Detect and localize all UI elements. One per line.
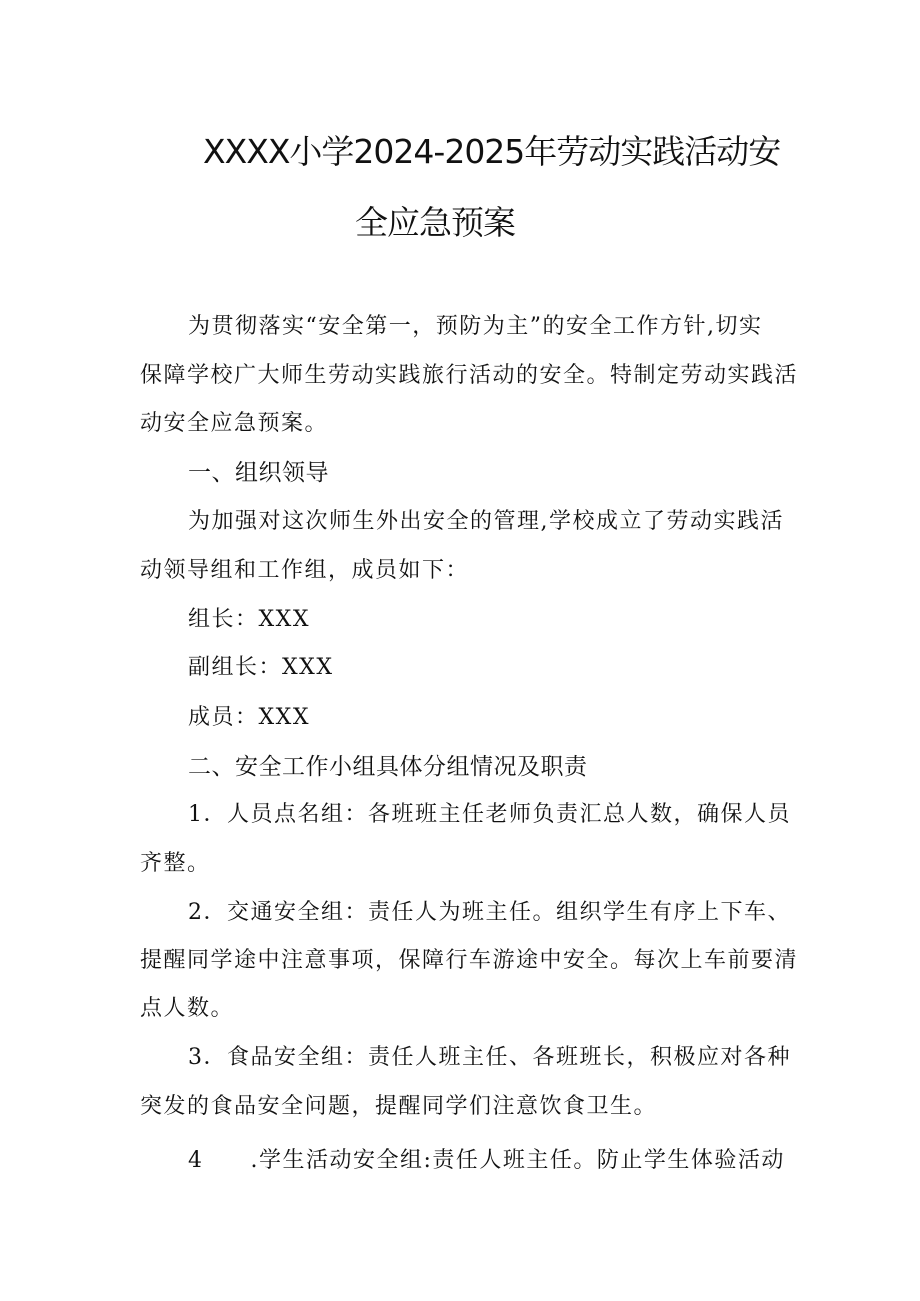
document-title-line-1: XXXX小学2024-2025年劳动实践活动安 xyxy=(203,132,781,171)
section1-para-line-2: 动领导组和工作组，成员如下： xyxy=(140,558,470,583)
item3-line-1: 3．食品安全组：责任人班主任、各班班长，积极应对各种 xyxy=(188,1045,791,1070)
section-heading-groups: 二、安全工作小组具体分组情况及职责 xyxy=(188,754,588,780)
section-heading-organization: 一、组织领导 xyxy=(188,460,329,486)
leader-line: 组长：XXX xyxy=(188,607,310,632)
intro-line-2: 保障学校广大师生劳动实践旅行活动的安全。特制定劳动实践活 xyxy=(140,363,799,388)
intro-line-3: 动安全应急预案。 xyxy=(140,411,329,436)
item2-line-2: 提醒同学途中注意事项，保障行车游途中安全。每次上车前要清 xyxy=(140,948,799,973)
item2-line-3: 点人数。 xyxy=(140,996,235,1021)
item1-line-1: 1．人员点名组：各班班主任老师负责汇总人数，确保人员 xyxy=(188,802,791,827)
document-title-line-2: 全应急预案 xyxy=(355,203,515,242)
item1-line-2: 齐整。 xyxy=(140,851,211,876)
item2-line-1: 2．交通安全组：责任人为班主任。组织学生有序上下车、 xyxy=(188,900,791,925)
item4-line-1: 4 .学生活动安全组:责任人班主任。防止学生体验活动 xyxy=(188,1148,785,1173)
vice-leader-line: 副组长：XXX xyxy=(188,655,334,680)
section1-para-line-1: 为加强对这次师生外出安全的管理,学校成立了劳动实践活 xyxy=(188,509,784,534)
item3-line-2: 突发的食品安全问题，提醒同学们注意饮食卫生。 xyxy=(140,1094,658,1119)
members-line: 成员：XXX xyxy=(188,705,310,730)
intro-line-1: 为贯彻落实“安全第一，预防为主”的安全工作方针,切实 xyxy=(188,314,763,339)
